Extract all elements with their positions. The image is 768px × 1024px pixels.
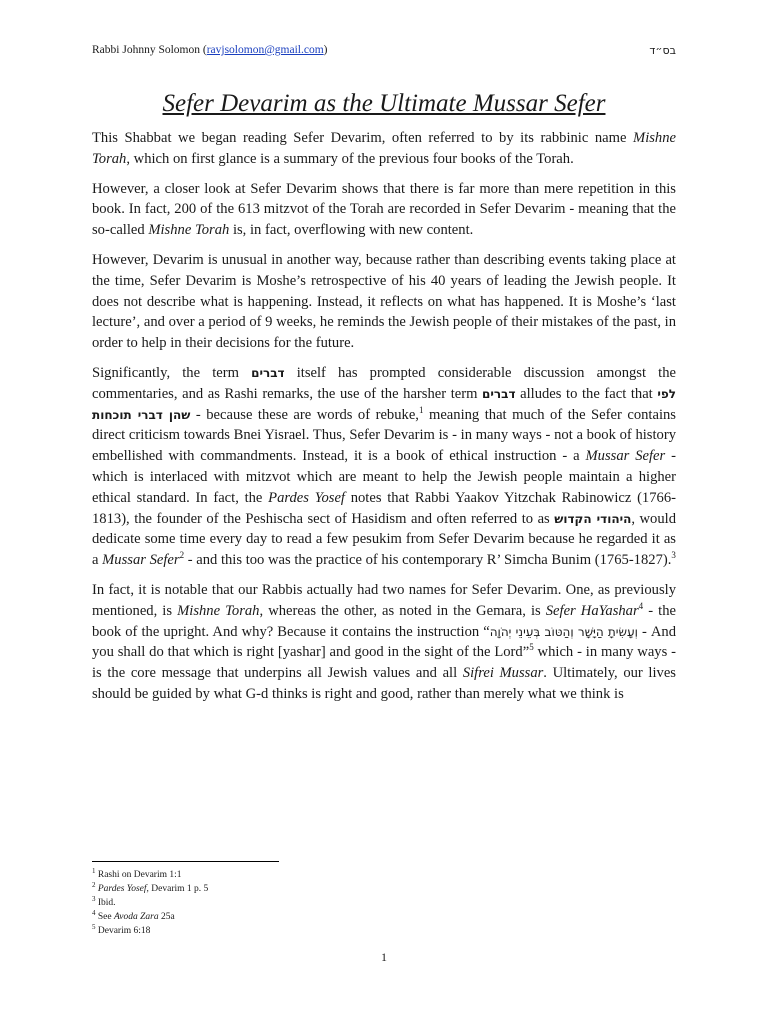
paragraph-1: This Shabbat we began reading Sefer Devarim, often referred to by its rabbinic name Mishne Torah, which on first glance is a summary of the previous four books of the Torah. bbox=[92, 130, 676, 167]
paragraph-3: However, Devarim is unusual in another way, because rather than describing events taking place at the time, Sefer Devarim is Moshe’s retrospective of his 40 years of leading the Jewish people. It does not describe what is happening. Instead, it reflects on what has happened. It is Moshe’s ‘last lecture’, and over a period of 9 weeks, he reminds the Jewish people of their mistakes of the past, in order to help in their decisions for the future. bbox=[92, 251, 676, 352]
paragraph-4: Significantly, the term דברים itself has prompted considerable discussion amongst the commentaries, and as Rashi remarks, the use of the harsher term דברים alludes to the fact that לפי שהן דברי תוכחות - because these are words of rebuke,$^1$ meaning that much of the Sefer contains direct criticism towards Bnei Yisrael. Thus, Sefer Devarim is - in many ways - not a book of history embellished with commandments. Instead, it is a book of ethical instruction - a Mussar Sefer - which is interlaced with mitzvot which are meant to help the Jewish people maintain a higher ethical standard. In fact, the Pardes Yosef notes that Rabbi Yaakov Yitzchak Rabinowicz (1766-1813), the founder of the Peshischa sect of Hasidism and often referred to as היהודי הקדוש, would dedicate some time every day to read a few pesukim from Sefer Devarim because he regarded it as a Mussar Sefer$^2$ - and this too was the practice of his contemporary R’ Simcha Bunim (1765-1827).$^3$ bbox=[92, 364, 676, 569]
footnote-2: $^2$ Pardes Yosef, Devarim 1 p. 5 bbox=[92, 880, 209, 894]
footnote-ref-2[interactable]: 2 bbox=[179, 550, 185, 561]
footnote-3: $^3$ Ibid. bbox=[92, 894, 116, 908]
footnotes bbox=[92, 868, 208, 938]
footnote-1: $^1$ Rashi on Devarim 1:1 bbox=[92, 866, 182, 880]
page-title: Sefer Devarim as the Ultimate Mussar Sefer bbox=[162, 90, 606, 117]
author-name: Rabbi Johnny Solomon bbox=[92, 44, 200, 56]
bsd-mark: בס״ד bbox=[649, 44, 676, 57]
article-body bbox=[92, 128, 676, 714]
footnote-4: $^4$ See Avoda Zara 25a bbox=[92, 908, 175, 922]
paragraph-5: In fact, it is notable that our Rabbis actually had two names for Sefer Devarim. One, as previously mentioned, is Mishne Torah, whereas the other, as noted in the Gemara, is Sefer HaYashar$^4$ - the book of the upright. And why? Because it contains the instruction “וְעָשִׂיתָ הַיָּשָׁר וְהַטּוֹב בְּעֵינֵי יְהֹוָה - And you shall do that which is right [yashar] and good in the sight of the Lord”$^5$ which - in many ways - is the core message that underpins all Jewish values and all Sifrei Mussar. Ultimately, our lives should be guided by what G-d thinks is right and good, rather than merely what we think is bbox=[92, 581, 677, 702]
footnote-ref-5[interactable]: 5 bbox=[529, 642, 534, 653]
page-number: 1 bbox=[381, 950, 387, 964]
footnote-separator bbox=[92, 861, 279, 862]
footnote-ref-1[interactable]: 1 bbox=[418, 404, 424, 415]
paragraph-2: However, a closer look at Sefer Devarim shows that there is far more than mere repetition in this book. In fact, 200 of the 613 mitzvot of the Torah are recorded in Sefer Devarim - meaning that the so-called Mishne Torah is, in fact, overflowing with new content. bbox=[92, 180, 676, 239]
footnote-5: $^5$ Devarim 6:18 bbox=[92, 922, 151, 936]
footnote-ref-3[interactable]: 3 bbox=[671, 550, 676, 561]
author-email-link[interactable]: ravjsolomon@gmail.com bbox=[206, 44, 324, 56]
header-author-line: Rabbi Johnny Solomon (ravjsolomon@gmail.com) bbox=[92, 44, 328, 56]
footnote-ref-4[interactable]: 4 bbox=[638, 600, 644, 611]
page-header bbox=[92, 44, 676, 64]
